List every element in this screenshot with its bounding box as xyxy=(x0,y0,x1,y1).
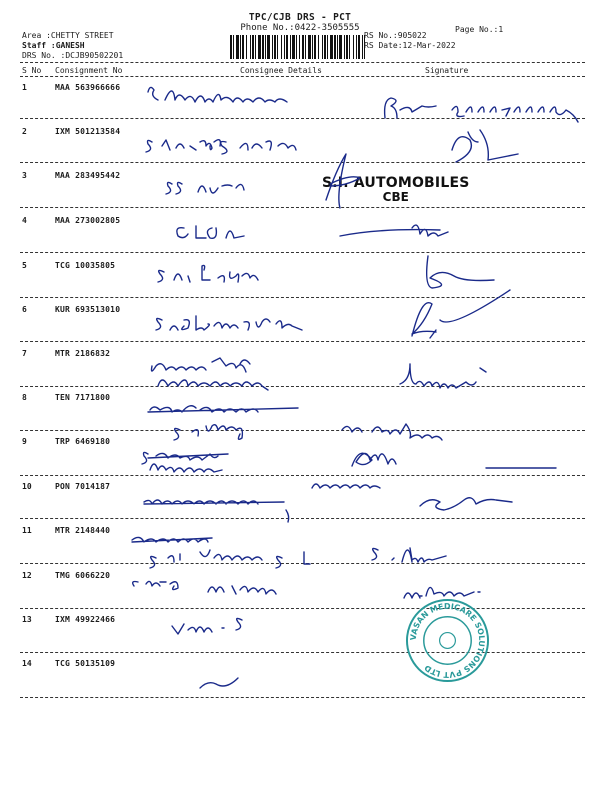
row-sno: 5 xyxy=(22,261,27,270)
rs-date: RS Date:12-Mar-2022 xyxy=(364,41,456,50)
row-divider xyxy=(20,252,585,253)
barcode-bar xyxy=(255,35,256,59)
stamp-line2: CBE xyxy=(382,190,409,204)
rs-number: RS No.:905022 xyxy=(364,31,427,40)
company-seal xyxy=(405,598,490,683)
row-sno: 6 xyxy=(22,305,27,314)
row-sno: 11 xyxy=(22,526,32,535)
stamp-line1: S.I. AUTOMOBILES xyxy=(322,175,470,191)
col-sno: S No xyxy=(22,66,42,75)
barcode-bar xyxy=(274,35,276,59)
barcode-bar xyxy=(334,35,336,59)
barcode-bar xyxy=(272,35,273,59)
seal-text: VASAN MEDICARE SOLUTIONS PVT LTD xyxy=(408,601,487,680)
barcode-bar xyxy=(284,35,285,59)
row-divider xyxy=(20,518,585,519)
row-consignment: MTR 2148440 xyxy=(55,526,111,535)
automobiles-stamp xyxy=(322,175,470,204)
col-signature: Signature xyxy=(425,66,469,75)
barcode-bar xyxy=(353,35,354,59)
row-sno: 1 xyxy=(22,83,27,92)
barcode-bar xyxy=(258,35,261,59)
drs-number: DRS No. :DCJB90502201 xyxy=(22,51,124,60)
barcode xyxy=(230,35,365,59)
row-divider xyxy=(20,608,585,609)
row-sno: 10 xyxy=(22,482,32,491)
row-divider xyxy=(20,430,585,431)
row-sno: 2 xyxy=(22,127,27,136)
barcode-bar xyxy=(362,35,363,59)
row-divider xyxy=(20,118,585,119)
row-sno: 12 xyxy=(22,571,32,580)
barcode-bar xyxy=(262,35,264,59)
col-consignee: Consignee Details xyxy=(240,66,322,75)
row-sno: 3 xyxy=(22,171,27,180)
divider xyxy=(20,62,585,63)
header-left xyxy=(22,31,123,61)
barcode-bar xyxy=(308,35,311,59)
barcode-bar xyxy=(327,35,328,59)
barcode-bar xyxy=(330,35,333,59)
barcode-bar xyxy=(318,35,319,59)
barcode-bar xyxy=(305,35,306,59)
barcode-bar xyxy=(299,35,300,59)
barcode-bar xyxy=(302,35,304,59)
barcode-bar xyxy=(292,35,295,59)
sheet-title: TPC/CJB DRS - PCT xyxy=(248,12,352,23)
row-consignment: PON 7014187 xyxy=(55,482,111,491)
staff-label: Staff :GANESH xyxy=(22,41,85,50)
barcode-bar xyxy=(252,35,254,59)
barcode-bar xyxy=(346,35,348,59)
barcode-bar xyxy=(246,35,247,59)
row-divider xyxy=(20,341,585,342)
row-sno: 8 xyxy=(22,393,27,402)
row-consignment: IXM 49922466 xyxy=(55,615,116,624)
row-divider xyxy=(20,475,585,476)
barcode-bar xyxy=(286,35,288,59)
barcode-bar xyxy=(290,35,291,59)
barcode-bar xyxy=(349,35,350,59)
barcode-bar xyxy=(322,35,323,59)
row-divider xyxy=(20,386,585,387)
barcode-bar xyxy=(250,35,251,59)
barcode-bar xyxy=(339,35,342,59)
row-divider xyxy=(20,563,585,564)
row-consignment: TCG 10035805 xyxy=(55,261,116,270)
barcode-bar xyxy=(267,35,270,59)
row-consignment: TRP 6469180 xyxy=(55,437,111,446)
barcode-bar xyxy=(265,35,266,59)
barcode-bar xyxy=(356,35,357,59)
area-label: Area :CHETTY STREET xyxy=(22,31,114,40)
phone-number: Phone No.:0422-3505555 xyxy=(240,23,360,33)
barcode-bar xyxy=(337,35,338,59)
row-divider xyxy=(20,162,585,163)
barcode-bar xyxy=(312,35,313,59)
row-divider xyxy=(20,207,585,208)
barcode-bar xyxy=(296,35,297,59)
barcode-bar xyxy=(324,35,326,59)
row-sno: 7 xyxy=(22,349,27,358)
barcode-bar xyxy=(344,35,345,59)
row-consignment: MAA 563966666 xyxy=(55,83,121,92)
barcode-bar xyxy=(242,35,244,59)
barcode-bar xyxy=(230,35,232,59)
row-consignment: KUR 693513010 xyxy=(55,305,121,314)
row-consignment: MAA 283495442 xyxy=(55,171,121,180)
row-consignment: MTR 2186832 xyxy=(55,349,111,358)
page-number: Page No.:1 xyxy=(455,25,504,34)
barcode-bar xyxy=(281,35,282,59)
header-rs xyxy=(364,31,456,51)
row-consignment: IXM 501213584 xyxy=(55,127,121,136)
divider xyxy=(20,76,585,77)
barcode-bar xyxy=(233,35,234,59)
barcode-bar xyxy=(358,35,360,59)
row-consignment: MAA 273002805 xyxy=(55,216,121,225)
barcode-bar xyxy=(277,35,278,59)
row-divider xyxy=(20,652,585,653)
row-consignment: TEN 7171800 xyxy=(55,393,111,402)
row-consignment: TCG 50135109 xyxy=(55,659,116,668)
row-sno: 4 xyxy=(22,216,27,225)
svg-text:VASAN MEDICARE SOLUTIONS PVT L xyxy=(409,602,486,679)
row-divider xyxy=(20,297,585,298)
row-consignment: TMG 6066220 xyxy=(55,571,111,580)
row-sno: 14 xyxy=(22,659,32,668)
col-consignment: Consignment No xyxy=(55,66,123,75)
barcode-bar xyxy=(314,35,316,59)
barcode-bar xyxy=(240,35,241,59)
row-sno: 9 xyxy=(22,437,27,446)
barcode-bar xyxy=(236,35,239,59)
row-sno: 13 xyxy=(22,615,32,624)
row-divider xyxy=(20,697,585,698)
